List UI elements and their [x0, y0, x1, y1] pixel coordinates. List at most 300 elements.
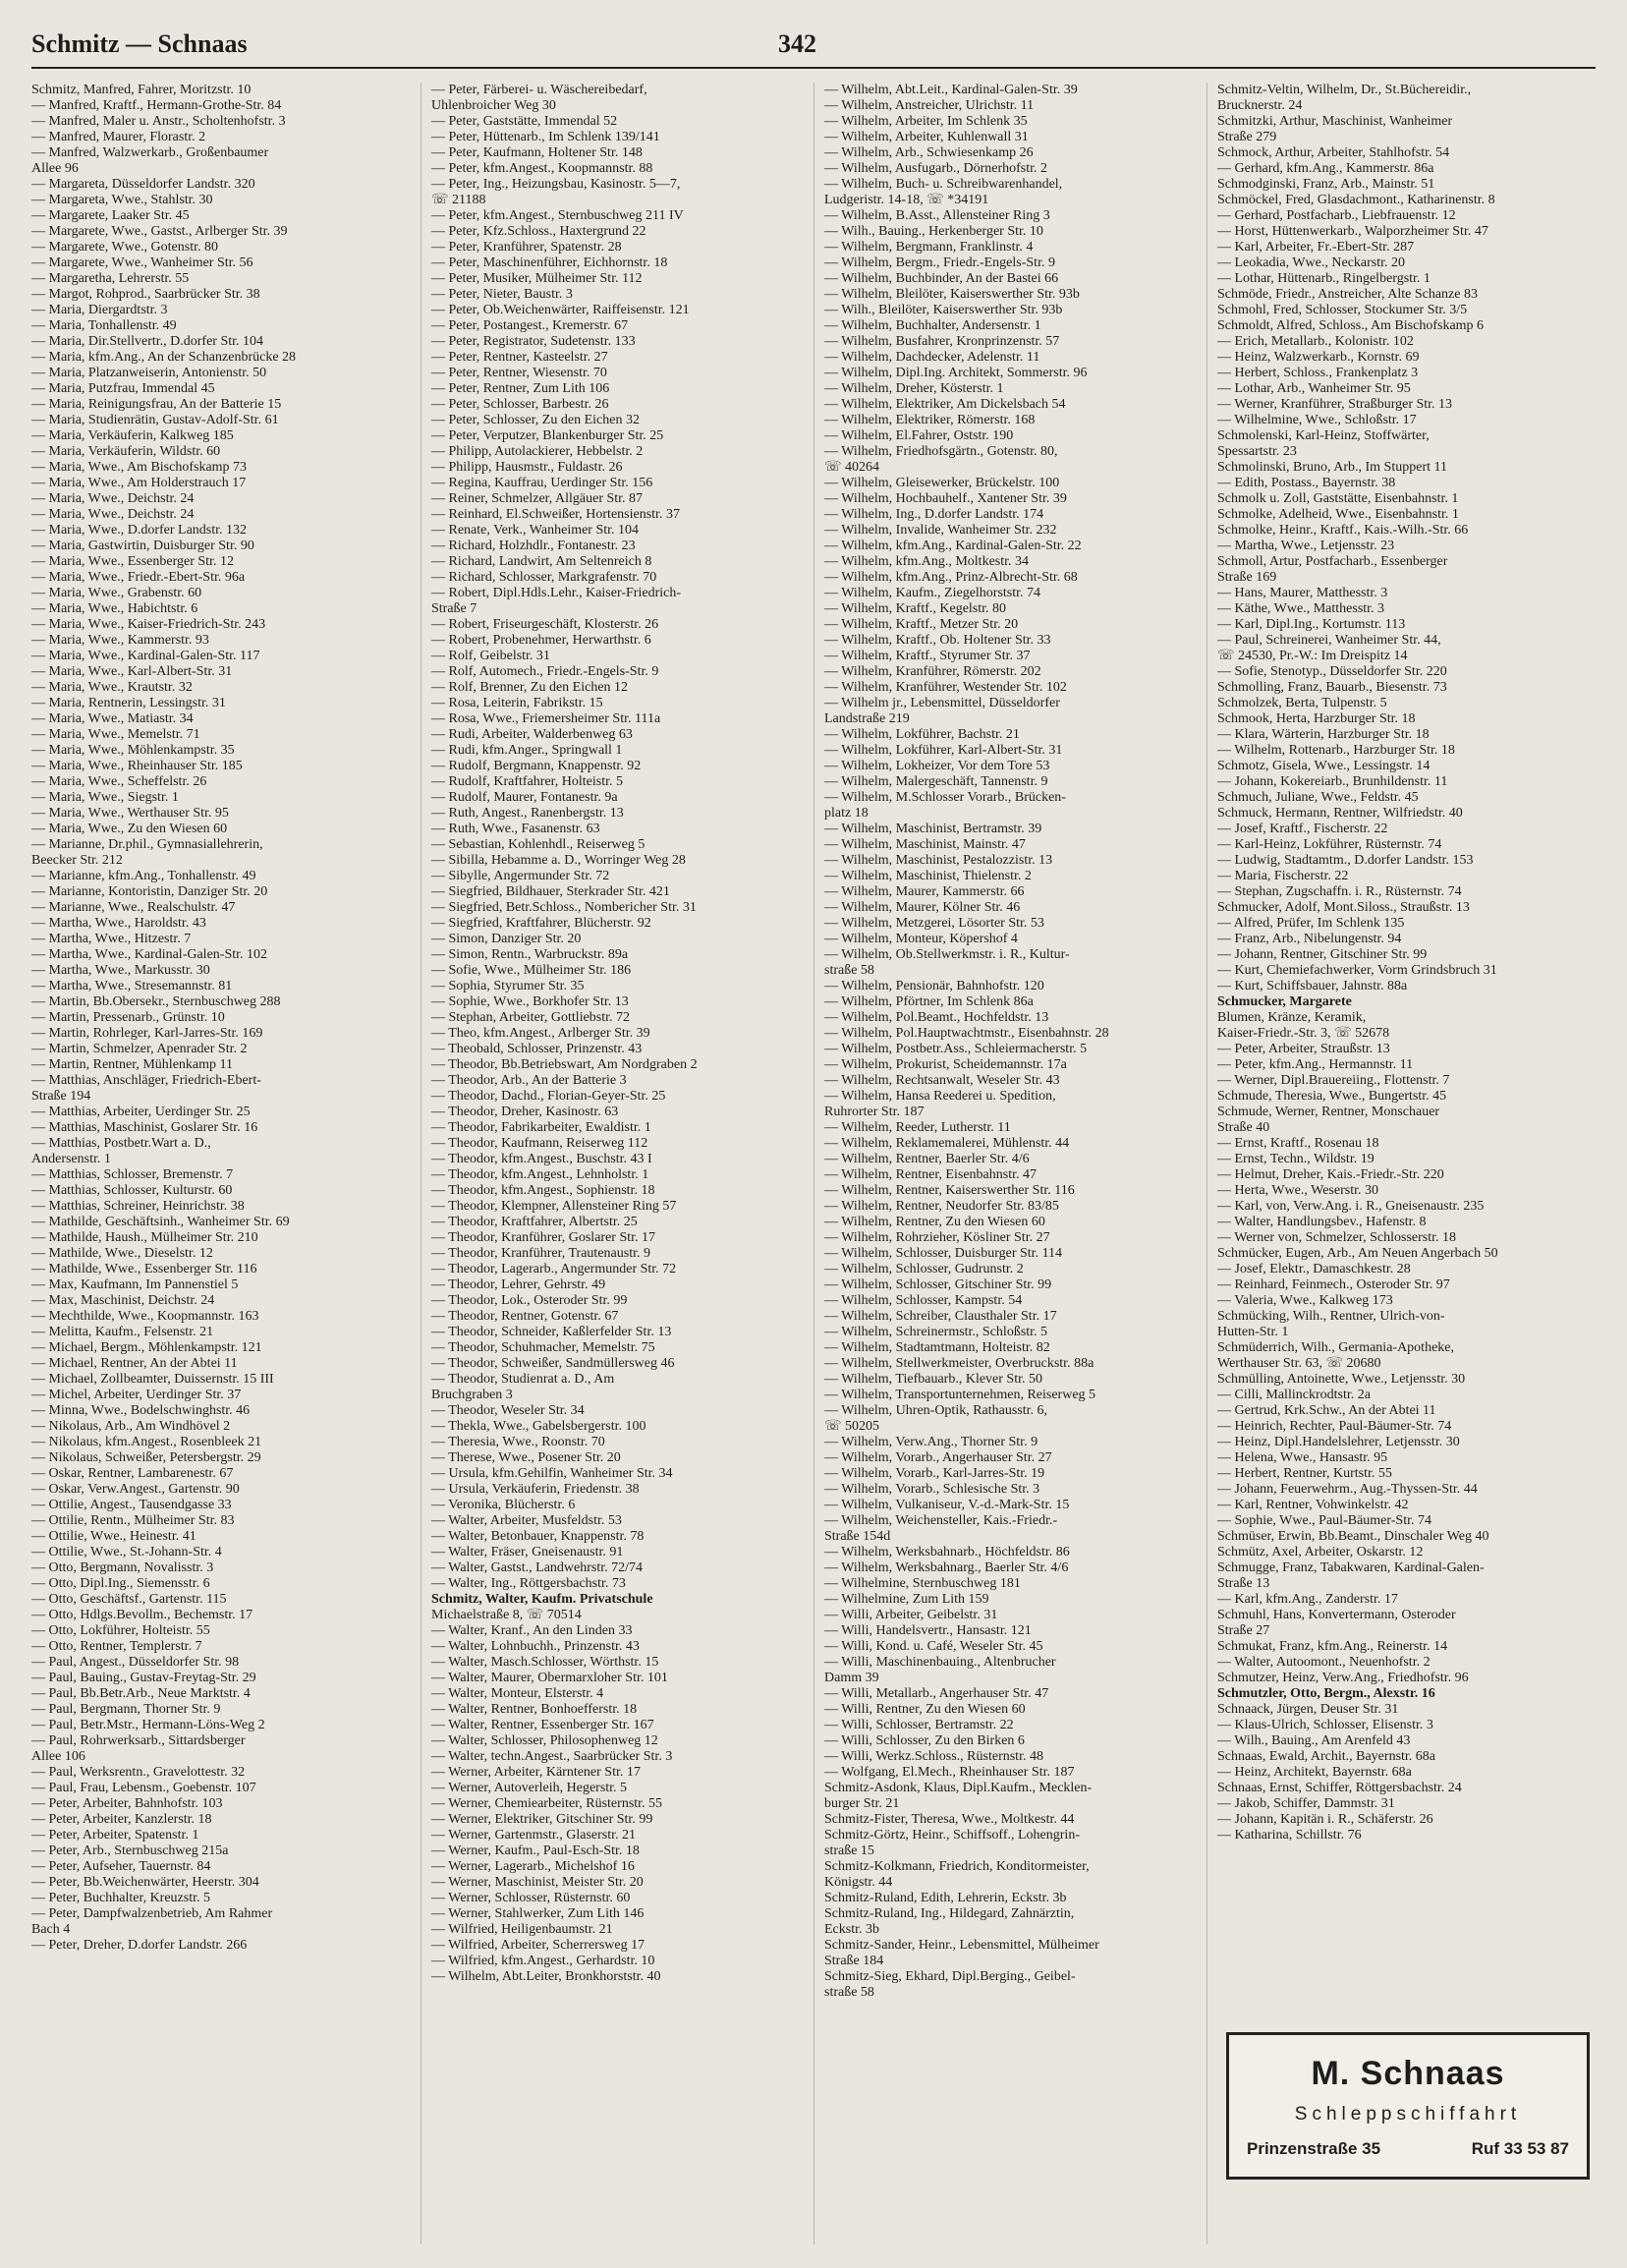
- directory-entry: — Rolf, Automech., Friedr.-Engels-Str. 9: [431, 664, 659, 679]
- directory-entry: — Siegfried, Bildhauer, Sterkrader Str. 421: [431, 884, 670, 899]
- directory-entry: Königstr. 44: [824, 1875, 893, 1890]
- directory-entry: — Wilhelm, Vorarb., Angerhauser Str. 27: [824, 1450, 1052, 1465]
- directory-entry: — Reiner, Schmelzer, Allgäuer Str. 87: [431, 491, 644, 506]
- directory-entry: — Sibylle, Angermunder Str. 72: [431, 869, 610, 883]
- directory-entry: — Walter, Ing., Röttgersbachstr. 73: [431, 1576, 626, 1591]
- directory-entry: — Wilhelm, Maurer, Kölner Str. 46: [824, 900, 1021, 915]
- directory-entry: — Maria, Reinigungsfrau, An der Batterie 15: [31, 397, 282, 412]
- directory-entry: — Theodor, kfm.Angest., Sophienstr. 18: [431, 1183, 655, 1198]
- directory-entry: — Wilhelm, Dachdecker, Adelenstr. 11: [824, 350, 1040, 365]
- directory-entry: Schmutzer, Heinz, Verw.Ang., Friedhofstr. 96: [1217, 1671, 1469, 1685]
- directory-entry: Schmolzek, Berta, Tulpenstr. 5: [1217, 696, 1387, 710]
- directory-entry: — Wilhelm, Kraftf., Ob. Holtener Str. 33: [824, 633, 1051, 648]
- directory-entry: — Ottilie, Angest., Tausendgasse 33: [31, 1498, 232, 1512]
- directory-entry: — Theodor, Weseler Str. 34: [431, 1403, 585, 1418]
- directory-entry: — Wilhelm, Maschinist, Bertramstr. 39: [824, 822, 1042, 836]
- directory-entry: — Michael, Zollbeamter, Duissernstr. 15 III: [31, 1372, 274, 1387]
- directory-entry: — Peter, Rentner, Zum Lith 106: [431, 381, 610, 396]
- directory-entry: — Paul, Bb.Betr.Arb., Neue Marktstr. 4: [31, 1686, 251, 1701]
- directory-entry: Schmucker, Margarete: [1217, 994, 1352, 1009]
- directory-entry: Uhlenbroicher Weg 30: [431, 98, 556, 113]
- directory-entry: — Wilhelm, Lokführer, Karl-Albert-Str. 31: [824, 743, 1063, 758]
- directory-entry: — Werner, Schlosser, Rüsternstr. 60: [431, 1891, 631, 1905]
- directory-entry: Andersenstr. 1: [31, 1152, 111, 1166]
- directory-entry: — Theodor, Lok., Osteroder Str. 99: [431, 1293, 628, 1308]
- directory-entry: — Wilhelm, Elektriker, Am Dickelsbach 54: [824, 397, 1066, 412]
- directory-entry: — Maria, Wwe., Karl-Albert-Str. 31: [31, 664, 233, 679]
- directory-entry: — Otto, Dipl.Ing., Siemensstr. 6: [31, 1576, 210, 1591]
- directory-entry: — Kurt, Schiffsbauer, Jahnstr. 88a: [1217, 979, 1408, 993]
- directory-entry: Schmucker, Adolf, Mont.Siloss., Straußstr. 13: [1217, 900, 1470, 915]
- directory-entry: — Wilhelm, Invalide, Wanheimer Str. 232: [824, 523, 1057, 538]
- directory-entry: — Paul, Werksrentn., Gravelottestr. 32: [31, 1765, 246, 1780]
- directory-entry: — Maria, Wwe., Rheinhauser Str. 185: [31, 759, 243, 773]
- directory-entry: — Theodor, Kranführer, Goslarer Str. 17: [431, 1230, 656, 1245]
- directory-entry: — Therese, Wwe., Posener Str. 20: [431, 1450, 621, 1465]
- directory-entry: — Wilhelm, Buchbinder, An der Bastei 66: [824, 271, 1059, 286]
- directory-entry: — Maria, Wwe., Grabenstr. 60: [31, 586, 202, 600]
- directory-entry: — Maria, Wwe., Essenberger Str. 12: [31, 554, 234, 569]
- directory-entry: — Martha, Wwe., Letjensstr. 23: [1217, 539, 1395, 553]
- directory-entry: — Wilhelm, Buch- u. Schreibwarenhandel,: [824, 177, 1063, 192]
- directory-entry: — Peter, Kfz.Schloss., Haxtergrund 22: [431, 224, 646, 239]
- directory-entry: — Peter, Arbeiter, Straußstr. 13: [1217, 1042, 1390, 1056]
- directory-entry: Allee 106: [31, 1749, 85, 1764]
- directory-entry: Beecker Str. 212: [31, 853, 123, 868]
- directory-entry: — Wilhelm, Rentner, Eisenbahnstr. 47: [824, 1167, 1037, 1182]
- directory-entry: — Peter, Rentner, Kasteelstr. 27: [431, 350, 608, 365]
- directory-entry: — Peter, Buchhalter, Kreuzstr. 5: [31, 1891, 210, 1905]
- directory-entry: — Paul, Schreinerei, Wanheimer Str. 44,: [1217, 633, 1441, 648]
- directory-entry: — Walter, Gastst., Landwehrstr. 72/74: [431, 1560, 644, 1575]
- directory-entry: — Wilhelm, Maschinist, Mainstr. 47: [824, 837, 1026, 852]
- directory-entry: Straße 13: [1217, 1576, 1270, 1591]
- directory-entry: — Edith, Postass., Bayernstr. 38: [1217, 476, 1396, 490]
- directory-entry: — Matthias, Postbetr.Wart a. D.,: [31, 1136, 211, 1151]
- directory-entry: — Käthe, Wwe., Matthesstr. 3: [1217, 601, 1385, 616]
- directory-entry: Schmitz-Asdonk, Klaus, Dipl.Kaufm., Mecklen-: [824, 1781, 1093, 1795]
- directory-entry: — Wilhelm, Arbeiter, Kuhlenwall 31: [824, 130, 1029, 144]
- directory-entry: — Heinz, Dipl.Handelslehrer, Letjensstr. 30: [1217, 1435, 1460, 1449]
- directory-entry: Straße 27: [1217, 1623, 1270, 1638]
- directory-entry: — Wilhelm, Hansa Reederei u. Spedition,: [824, 1089, 1056, 1104]
- directory-entry: Schmolinski, Bruno, Arb., Im Stuppert 11: [1217, 460, 1447, 475]
- directory-entry: — Peter, Maschinenführer, Eichhornstr. 18: [431, 255, 668, 270]
- directory-entry: — Wilhelm, Malergeschäft, Tannenstr. 9: [824, 774, 1048, 789]
- directory-entry: — Theodor, kfm.Angest., Lehnholstr. 1: [431, 1167, 649, 1182]
- directory-entry: — Wilhelm, Ob.Stellwerkmstr. i. R., Kultur-: [824, 947, 1070, 962]
- directory-entry: — Wilhelm, Stellwerkmeister, Overbruckstr. 88a: [824, 1356, 1094, 1371]
- page-header: [31, 24, 1596, 69]
- directory-entry: — Paul, Frau, Lebensm., Goebenstr. 107: [31, 1781, 256, 1795]
- directory-entry: — Wilhelm, Pol.Beamt., Hochfeldstr. 13: [824, 1010, 1049, 1025]
- directory-entry: — Theodor, Schweißer, Sandmüllersweg 46: [431, 1356, 675, 1371]
- directory-entry: — Maria, Wwe., Am Bischofskamp 73: [31, 460, 248, 475]
- directory-entry: — Wilhelm, Gleisewerker, Brückelstr. 100: [824, 476, 1060, 490]
- directory-entry: — Cilli, Mallinckrodtstr. 2a: [1217, 1388, 1371, 1402]
- directory-entry: — Karl-Heinz, Lokführer, Rüsternstr. 74: [1217, 837, 1442, 852]
- ad-company-name: M. Schnaas: [1311, 2055, 1505, 2092]
- directory-entry: — Peter, Arbeiter, Kanzlerstr. 18: [31, 1812, 212, 1827]
- directory-entry: — Werner, Elektriker, Gitschiner Str. 99: [431, 1812, 653, 1827]
- directory-entry: Schmugge, Franz, Tabakwaren, Kardinal-Galen-: [1217, 1560, 1485, 1575]
- directory-entry: — Peter, Arb., Sternbuschweg 215a: [31, 1843, 229, 1858]
- directory-entry: — Peter, Schlosser, Zu den Eichen 32: [431, 413, 640, 427]
- directory-entry: — Helena, Wwe., Hansastr. 95: [1217, 1450, 1388, 1465]
- directory-entry: — Wilfried, Arbeiter, Scherrersweg 17: [431, 1938, 645, 1953]
- directory-entry: Bruchgraben 3: [431, 1388, 513, 1402]
- directory-entry: — Jakob, Schiffer, Dammstr. 31: [1217, 1796, 1395, 1811]
- directory-entry: — Theodor, Schuhmacher, Memelstr. 75: [431, 1340, 655, 1355]
- directory-entry: — Ernst, Techn., Wildstr. 19: [1217, 1152, 1375, 1166]
- directory-entry: — Marianne, kfm.Ang., Tonhallenstr. 49: [31, 869, 256, 883]
- directory-entry: — Sofie, Stenotyp., Düsseldorfer Str. 220: [1217, 664, 1447, 679]
- directory-entry: — Rosa, Wwe., Friemersheimer Str. 111a: [431, 711, 661, 726]
- directory-entry: Schmütz, Axel, Arbeiter, Oskarstr. 12: [1217, 1545, 1424, 1559]
- directory-entry: — Johann, Kokereiarb., Brunhildenstr. 11: [1217, 774, 1448, 789]
- directory-entry: — Wilhelm, Schlosser, Gudrunstr. 2: [824, 1262, 1024, 1276]
- directory-entry: Schmock, Arthur, Arbeiter, Stahlhofstr. 54: [1217, 145, 1450, 160]
- directory-entry: — Wilfried, kfm.Angest., Gerhardstr. 10: [431, 1954, 655, 1968]
- directory-entry: — Maria, Fischerstr. 22: [1217, 869, 1349, 883]
- directory-entry: Schmuch, Juliane, Wwe., Feldstr. 45: [1217, 790, 1419, 805]
- directory-entry: — Theodor, Arb., An der Batterie 3: [431, 1073, 627, 1088]
- directory-entry: — Maria, Verkäuferin, Wildstr. 60: [31, 444, 221, 459]
- directory-entry: — Manfred, Maler u. Anstr., Scholtenhofstr. 3: [31, 114, 286, 129]
- directory-entry: — Maria, Wwe., Kardinal-Galen-Str. 117: [31, 649, 260, 663]
- directory-entry: — Theodor, Dreher, Kasinostr. 63: [431, 1105, 619, 1119]
- directory-entry: — Wilhelm, Rentner, Kaiserswerther Str. 116: [824, 1183, 1075, 1198]
- directory-entry: — Maria, Tonhallenstr. 49: [31, 318, 177, 333]
- directory-entry: — Ernst, Kraftf., Rosenau 18: [1217, 1136, 1379, 1151]
- directory-entry: Schmoldt, Alfred, Schloss., Am Bischofskamp 6: [1217, 318, 1485, 333]
- directory-entry: — Willi, Arbeiter, Geibelstr. 31: [824, 1608, 998, 1622]
- directory-entry: — Peter, Musiker, Mülheimer Str. 112: [431, 271, 643, 286]
- directory-entry: — Stephan, Arbeiter, Gottliebstr. 72: [431, 1010, 631, 1025]
- directory-entry: — Ottilie, Rentn., Mülheimer Str. 83: [31, 1513, 235, 1528]
- directory-entry: — Margarete, Wwe., Gotenstr. 80: [31, 240, 218, 255]
- directory-entry: — Wilhelm, Stadtamtmann, Holteistr. 82: [824, 1340, 1050, 1355]
- directory-entry: — Wolfgang, El.Mech., Rheinhauser Str. 187: [824, 1765, 1075, 1780]
- directory-entry: — Heinz, Architekt, Bayernstr. 68a: [1217, 1765, 1412, 1780]
- directory-entry: — Kurt, Chemiefachwerker, Vorm Grindsbruch 31: [1217, 963, 1497, 978]
- directory-entry: — Wilhelmine, Zum Lith 159: [824, 1592, 989, 1607]
- directory-entry: platz 18: [824, 806, 869, 821]
- directory-entry: — Wilh., Bleilöter, Kaiserswerther Str. 93b: [824, 303, 1063, 317]
- directory-entry: — Ludwig, Stadtamtm., D.dorfer Landstr. 153: [1217, 853, 1474, 868]
- directory-entry: Allee 96: [31, 161, 79, 176]
- directory-entry: — Theodor, Dachd., Florian-Geyer-Str. 25: [431, 1089, 666, 1104]
- directory-entry: — Wilhelm, Busfahrer, Kronprinzenstr. 57: [824, 334, 1060, 349]
- directory-entry: — Paul, Betr.Mstr., Hermann-Löns-Weg 2: [31, 1718, 265, 1732]
- directory-entry: — Oskar, Rentner, Lambarenestr. 67: [31, 1466, 234, 1481]
- directory-entry: Schmücking, Wilh., Rentner, Ulrich-von-: [1217, 1309, 1445, 1324]
- directory-entry: — Martha, Wwe., Stresemannstr. 81: [31, 979, 233, 993]
- directory-entry: — Wilhelm, kfm.Ang., Kardinal-Galen-Str. 22: [824, 539, 1082, 553]
- directory-entry: — Melitta, Kaufm., Felsenstr. 21: [31, 1325, 214, 1339]
- directory-entry: Straße 40: [1217, 1120, 1270, 1135]
- directory-entry: Schnaas, Ewald, Archit., Bayernstr. 68a: [1217, 1749, 1436, 1764]
- directory-entry: — Franz, Arb., Nibelungenstr. 94: [1217, 932, 1402, 946]
- directory-entry: — Rudolf, Maurer, Fontanestr. 9a: [431, 790, 618, 805]
- directory-entry: — Wilhelm, Kaufm., Ziegelhorststr. 74: [824, 586, 1041, 600]
- directory-entry: — Michel, Arbeiter, Uerdinger Str. 37: [31, 1388, 242, 1402]
- directory-entry: — Karl, Arbeiter, Fr.-Ebert-Str. 287: [1217, 240, 1415, 255]
- ad-phone: Ruf 33 53 87: [1471, 2139, 1569, 2158]
- directory-entry: — Willi, Handelsvertr., Hansastr. 121: [824, 1623, 1032, 1638]
- directory-entry: — Wilhelm, Monteur, Köpershof 4: [824, 932, 1018, 946]
- directory-entry: — Wilhelm, Rentner, Zu den Wiesen 60: [824, 1215, 1045, 1229]
- directory-entry: Ludgeristr. 14-18, ☏ *34191: [824, 193, 989, 207]
- directory-entry: — Wilhelm, Schlosser, Gitschiner Str. 99: [824, 1277, 1052, 1292]
- directory-entry: Bach 4: [31, 1922, 71, 1937]
- directory-entry: — Marianne, Wwe., Realschulstr. 47: [31, 900, 236, 915]
- directory-entry: — Peter, Ing., Heizungsbau, Kasinostr. 5—7,: [431, 177, 681, 192]
- directory-entry: Schmüser, Erwin, Bb.Beamt., Dinschaler Weg 40: [1217, 1529, 1489, 1544]
- directory-entry: — Maria, Wwe., Memelstr. 71: [31, 727, 200, 742]
- directory-entry: — Walter, Arbeiter, Musfeldstr. 53: [431, 1513, 622, 1528]
- directory-entry: Landstraße 219: [824, 711, 910, 726]
- directory-entry: — Otto, Bergmann, Novalisstr. 3: [31, 1560, 214, 1575]
- directory-entry: — Walter, Kranf., An den Linden 33: [431, 1623, 633, 1638]
- directory-entry: — Maria, Wwe., Am Holderstrauch 17: [31, 476, 247, 490]
- directory-entry: — Wilhelm, Arbeiter, Im Schlenk 35: [824, 114, 1028, 129]
- directory-entry: — Maria, Wwe., Scheffelstr. 26: [31, 774, 207, 789]
- directory-entry: Straße 154d: [824, 1529, 891, 1544]
- directory-entry: — Theodor, kfm.Angest., Buschstr. 43 I: [431, 1152, 652, 1166]
- directory-entry: — Willi, Schlosser, Bertramstr. 22: [824, 1718, 1014, 1732]
- directory-entry: Schmitz-Sander, Heinr., Lebensmittel, Mülheimer: [824, 1938, 1099, 1953]
- directory-entry: — Walter, Handlungsbev., Hafenstr. 8: [1217, 1215, 1427, 1229]
- directory-entry: — Martin, Rentner, Mühlenkamp 11: [31, 1057, 233, 1072]
- directory-entry: — Maria, Putzfrau, Immendal 45: [31, 381, 215, 396]
- directory-entry: — Peter, Arbeiter, Bahnhofstr. 103: [31, 1796, 223, 1811]
- directory-entry: — Werner, Kranführer, Straßburger Str. 13: [1217, 397, 1453, 412]
- directory-entry: — Reinhard, El.Schweißer, Hortensienstr. 37: [431, 507, 680, 522]
- directory-entry: — Walter, Maurer, Obermarxloher Str. 101: [431, 1671, 668, 1685]
- directory-entry: — Peter, Rentner, Wiesenstr. 70: [431, 366, 607, 380]
- directory-entry: — Wilhelm, Dreher, Kösterstr. 1: [824, 381, 1004, 396]
- directory-entry: — Robert, Dipl.Hdls.Lehr., Kaiser-Friedrich-: [431, 586, 681, 600]
- directory-entry: — Peter, Nieter, Baustr. 3: [431, 287, 573, 302]
- directory-entry: — Sophie, Wwe., Borkhofer Str. 13: [431, 994, 629, 1009]
- directory-entry: — Michael, Rentner, An der Abtei 11: [31, 1356, 238, 1371]
- directory-entry: Schmitz-Görtz, Heinr., Schiffsoff., Lohengrin-: [824, 1828, 1080, 1843]
- directory-entry: — Theodor, Kaufmann, Reiserweg 112: [431, 1136, 648, 1151]
- directory-entry: — Leokadia, Wwe., Neckarstr. 20: [1217, 255, 1406, 270]
- directory-entry: — Johann, Feuerwehrm., Aug.-Thyssen-Str. 44: [1217, 1482, 1478, 1497]
- directory-entry: — Wilhelm, Ing., D.dorfer Landstr. 174: [824, 507, 1044, 522]
- directory-entry: — Peter, Verputzer, Blankenburger Str. 25: [431, 428, 664, 443]
- directory-entry: — Manfred, Maurer, Florastr. 2: [31, 130, 206, 144]
- directory-entry: — Ottilie, Wwe., Heinestr. 41: [31, 1529, 196, 1544]
- directory-entry: — Wilhelm, Hochbauhelf., Xantener Str. 39: [824, 491, 1067, 506]
- directory-entry: — Regina, Kauffrau, Uerdinger Str. 156: [431, 476, 653, 490]
- directory-entry: — Katharina, Schillstr. 76: [1217, 1828, 1362, 1843]
- directory-entry: — Reinhard, Feinmech., Osteroder Str. 97: [1217, 1277, 1450, 1292]
- directory-entry: — Ruth, Angest., Ranenbergstr. 13: [431, 806, 624, 821]
- directory-entry: Schmitzki, Arthur, Maschinist, Wanheimer: [1217, 114, 1453, 129]
- directory-entry: — Theodor, Kraftfahrer, Albertstr. 25: [431, 1215, 638, 1229]
- directory-entry: — Theodor, Bb.Betriebswart, Am Nordgraben 2: [431, 1057, 698, 1072]
- directory-entry: — Wilhelm, Bleilöter, Kaiserswerther Str. 93b: [824, 287, 1080, 302]
- directory-entry: — Maria, Rentnerin, Lessingstr. 31: [31, 696, 226, 710]
- directory-entry: — Otto, Geschäftsf., Gartenstr. 115: [31, 1592, 227, 1607]
- directory-entry: Schmitz-Kolkmann, Friedrich, Konditormeister,: [824, 1859, 1090, 1874]
- directory-entry: — Rolf, Geibelstr. 31: [431, 649, 550, 663]
- directory-entry: — Johann, Rentner, Gitschiner Str. 99: [1217, 947, 1428, 962]
- directory-entry: — Wilhelm, Schreiber, Clausthaler Str. 17: [824, 1309, 1057, 1324]
- directory-entry: — Richard, Schlosser, Markgrafenstr. 70: [431, 570, 657, 585]
- directory-entry: — Max, Maschinist, Deichstr. 24: [31, 1293, 215, 1308]
- directory-entry: — Theodor, Schneider, Kaßlerfelder Str. 13: [431, 1325, 672, 1339]
- directory-entry: — Peter, kfm.Angest., Koopmannstr. 88: [431, 161, 653, 176]
- directory-entry: — Maria, Wwe., Deichstr. 24: [31, 507, 195, 522]
- directory-entry: — Wilhelmine, Sternbuschweg 181: [824, 1576, 1021, 1591]
- directory-entry: — Maria, Wwe., Friedr.-Ebert-Str. 96a: [31, 570, 246, 585]
- directory-entry: — Marianne, Dr.phil., Gymnasiallehrerin,: [31, 837, 263, 852]
- directory-entry: — Werner, Stahlwerker, Zum Lith 146: [431, 1906, 645, 1921]
- directory-entry: Schmitz-Ruland, Ing., Hildegard, Zahnärztin,: [824, 1906, 1075, 1921]
- directory-entry: — Peter, Postangest., Kremerstr. 67: [431, 318, 629, 333]
- directory-entry: — Richard, Holzhdlr., Fontanestr. 23: [431, 539, 636, 553]
- directory-entry: — Wilhelm, Maurer, Kammerstr. 66: [824, 884, 1025, 899]
- directory-entry: — Walter, Masch.Schlosser, Wörthstr. 15: [431, 1655, 659, 1670]
- directory-entry: — Maria, Wwe., D.dorfer Landstr. 132: [31, 523, 248, 538]
- directory-entry: Spessartstr. 23: [1217, 444, 1297, 459]
- directory-entry: — Simon, Danziger Str. 20: [431, 932, 582, 946]
- directory-entry: — Maria, Platzanweiserin, Antonienstr. 50: [31, 366, 267, 380]
- directory-entry: — Manfred, Kraftf., Hermann-Grothe-Str. 84: [31, 98, 282, 113]
- directory-entry: — Robert, Friseurgeschäft, Klosterstr. 26: [431, 617, 659, 632]
- directory-entry: — Wilhelm, Bergm., Friedr.-Engels-Str. 9: [824, 255, 1055, 270]
- directory-entry: — Werner, Dipl.Brauereiing., Flottenstr. 7: [1217, 1073, 1450, 1088]
- directory-entry: — Maria, Wwe., Habichtstr. 6: [31, 601, 198, 616]
- directory-entry: — Simon, Rentn., Warbruckstr. 89a: [431, 947, 629, 962]
- directory-entry: — Mathilde, Geschäftsinh., Wanheimer Str. 69: [31, 1215, 290, 1229]
- directory-entry: — Willi, Kond. u. Café, Weseler Str. 45: [824, 1639, 1043, 1654]
- directory-entry: — Willi, Rentner, Zu den Wiesen 60: [824, 1702, 1026, 1717]
- directory-entry: — Maria, Wwe., Kammerstr. 93: [31, 633, 209, 648]
- directory-entry: — Wilh., Bauing., Am Arenfeld 43: [1217, 1733, 1411, 1748]
- directory-entry: Schmolenski, Karl-Heinz, Stoffwärter,: [1217, 428, 1430, 443]
- directory-entry: — Willi, Metallarb., Angerhauser Str. 47: [824, 1686, 1049, 1701]
- directory-entry: — Wilhelm, Arb., Schwiesenkamp 26: [824, 145, 1034, 160]
- directory-entry: — Maria, Diergardtstr. 3: [31, 303, 168, 317]
- directory-entry: Straße 184: [824, 1954, 884, 1968]
- directory-entry: — Stephan, Zugschaffn. i. R., Rüsternstr. 74: [1217, 884, 1462, 899]
- directory-entry: — Wilhelm, Metzgerei, Lösorter Str. 53: [824, 916, 1044, 931]
- directory-entry: Schmitz, Manfred, Fahrer, Moritzstr. 10: [31, 83, 252, 97]
- directory-entry: — Wilfried, Heiligenbaumstr. 21: [431, 1922, 613, 1937]
- directory-entry: Schmolke, Adelheid, Wwe., Eisenbahnstr. 1: [1217, 507, 1459, 522]
- directory-entry: — Peter, Registrator, Sudetenstr. 133: [431, 334, 636, 349]
- directory-entry: Schmitz-Sieg, Ekhard, Dipl.Berging., Geibel-: [824, 1969, 1076, 1984]
- directory-entry: — Wilhelm, Weichensteller, Kais.-Friedr.-: [824, 1513, 1058, 1528]
- directory-entry: — Sophia, Styrumer Str. 35: [431, 979, 585, 993]
- directory-entry: — Heinz, Walzwerkarb., Kornstr. 69: [1217, 350, 1420, 365]
- directory-entry: — Lothar, Hüttenarb., Ringelbergstr. 1: [1217, 271, 1431, 286]
- directory-entry: — Theodor, Rentner, Gotenstr. 67: [431, 1309, 619, 1324]
- directory-entry: Schmohl, Fred, Schlosser, Stockumer Str. 3/5: [1217, 303, 1468, 317]
- directory-entry: — Margareta, Wwe., Stahlstr. 30: [31, 193, 213, 207]
- directory-entry: — Wilhelm, Lokheizer, Vor dem Tore 53: [824, 759, 1050, 773]
- directory-entry: — Maria, Wwe., Möhlenkampstr. 35: [31, 743, 235, 758]
- directory-entry: — Herbert, Schloss., Frankenplatz 3: [1217, 366, 1419, 380]
- directory-entry: — Matthias, Maschinist, Goslarer Str. 16: [31, 1120, 258, 1135]
- directory-entry: — Wilhelm, Schlosser, Kampstr. 54: [824, 1293, 1023, 1308]
- directory-entry: burger Str. 21: [824, 1796, 900, 1811]
- directory-entry: — Mechthilde, Wwe., Koopmannstr. 163: [31, 1309, 259, 1324]
- directory-entry: — Wilhelm, kfm.Ang., Moltkestr. 34: [824, 554, 1030, 569]
- column-2: [421, 83, 785, 2244]
- directory-entry: — Mathilde, Wwe., Essenberger Str. 116: [31, 1262, 257, 1276]
- directory-entry: — Werner, Chemiearbeiter, Rüsternstr. 55: [431, 1796, 663, 1811]
- directory-entry: — Paul, Bauing., Gustav-Freytag-Str. 29: [31, 1671, 256, 1685]
- directory-entry: — Willi, Werkz.Schloss., Rüsternstr. 48: [824, 1749, 1043, 1764]
- directory-entry: — Werner, Arbeiter, Kärntener Str. 17: [431, 1765, 641, 1780]
- directory-entry: — Siegfried, Betr.Schloss., Nombericher Str. 31: [431, 900, 697, 915]
- directory-entry: — Theodor, Lehrer, Gehrstr. 49: [431, 1277, 606, 1292]
- directory-entry: — Wilhelm, Rentner, Neudorfer Str. 83/85: [824, 1199, 1059, 1214]
- directory-entry: straße 58: [824, 1985, 874, 2000]
- directory-entry: — Oskar, Verw.Angest., Gartenstr. 90: [31, 1482, 240, 1497]
- directory-entry: — Werner, Autoverleih, Hegerstr. 5: [431, 1781, 628, 1795]
- directory-entry: — Margarete, Wwe., Gastst., Arlberger Str. 39: [31, 224, 288, 239]
- directory-entry: — Manfred, Walzwerkarb., Großenbaumer: [31, 145, 269, 160]
- directory-entry: — Matthias, Schlosser, Kulturstr. 60: [31, 1183, 233, 1198]
- directory-entry: — Josef, Elektr., Damaschkestr. 28: [1217, 1262, 1411, 1276]
- directory-entry: Michaelstraße 8, ☏ 70514: [431, 1608, 582, 1622]
- directory-entry: — Wilh., Bauing., Herkenberger Str. 10: [824, 224, 1043, 239]
- directory-entry: — Wilhelm, Maschinist, Pestalozzistr. 13: [824, 853, 1053, 868]
- directory-entry: — Peter, Gaststätte, Immendal 52: [431, 114, 618, 129]
- directory-entry: — Walter, techn.Angest., Saarbrücker Str. 3: [431, 1749, 673, 1764]
- directory-entry: — Walter, Rentner, Bonhoefferstr. 18: [431, 1702, 638, 1717]
- directory-entry: — Wilhelm, Pensionär, Bahnhofstr. 120: [824, 979, 1044, 993]
- directory-entry: — Gerhard, kfm.Ang., Kammerstr. 86a: [1217, 161, 1434, 176]
- directory-entry: — Walter, Rentner, Essenberger Str. 167: [431, 1718, 654, 1732]
- directory-entry: — Josef, Kraftf., Fischerstr. 22: [1217, 822, 1388, 836]
- directory-entry: — Theodor, Kranführer, Trautenaustr. 9: [431, 1246, 650, 1261]
- directory-entry: — Theodor, Studienrat a. D., Am: [431, 1372, 615, 1387]
- directory-entry: — Wilhelm, Postbetr.Ass., Schleiermacherstr. 5: [824, 1042, 1088, 1056]
- directory-entry: Schmodginski, Franz, Arb., Mainstr. 51: [1217, 177, 1435, 192]
- directory-entry: — Marianne, Kontoristin, Danziger Str. 20: [31, 884, 268, 899]
- directory-entry: Schmitz-Ruland, Edith, Lehrerin, Eckstr. 3b: [824, 1891, 1067, 1905]
- directory-entry: — Wilhelm, Rentner, Baerler Str. 4/6: [824, 1152, 1030, 1166]
- directory-entry: — Klaus-Ulrich, Schlosser, Elisenstr. 3: [1217, 1718, 1433, 1732]
- directory-entry: — Michael, Bergm., Möhlenkampstr. 121: [31, 1340, 262, 1355]
- directory-entry: — Ursula, Verkäuferin, Friedenstr. 38: [431, 1482, 640, 1497]
- directory-entry: — Maria, Wwe., Krautstr. 32: [31, 680, 193, 695]
- directory-entry: — Mathilde, Wwe., Dieselstr. 12: [31, 1246, 213, 1261]
- directory-entry: Schmude, Werner, Rentner, Monschauer: [1217, 1105, 1440, 1119]
- page-number: 342: [778, 29, 816, 58]
- directory-entry: straße 15: [824, 1843, 874, 1858]
- directory-entry: — Horst, Hüttenwerkarb., Walporzheimer Str. 47: [1217, 224, 1488, 239]
- directory-entry: — Wilhelm, Ausfugarb., Dörnerhofstr. 2: [824, 161, 1048, 176]
- directory-entry: Schmuhl, Hans, Konvertermann, Osteroder: [1217, 1608, 1456, 1622]
- directory-entry: — Walter, Schlosser, Philosophenweg 12: [431, 1733, 658, 1748]
- directory-entry: — Sibilla, Hebamme a. D., Worringer Weg 28: [431, 853, 686, 868]
- directory-entry: — Wilhelm, Abt.Leit., Kardinal-Galen-Str. 39: [824, 83, 1078, 97]
- directory-entry: — Philipp, Autolackierer, Hebbelstr. 2: [431, 444, 644, 459]
- directory-entry: — Wilhelm, Schreinermstr., Schloßstr. 5: [824, 1325, 1048, 1339]
- directory-entry: Straße 194: [31, 1089, 91, 1104]
- directory-entry: — Erich, Metallarb., Kolonistr. 102: [1217, 334, 1414, 349]
- directory-entry: — Heinrich, Rechter, Paul-Bäumer-Str. 74: [1217, 1419, 1452, 1434]
